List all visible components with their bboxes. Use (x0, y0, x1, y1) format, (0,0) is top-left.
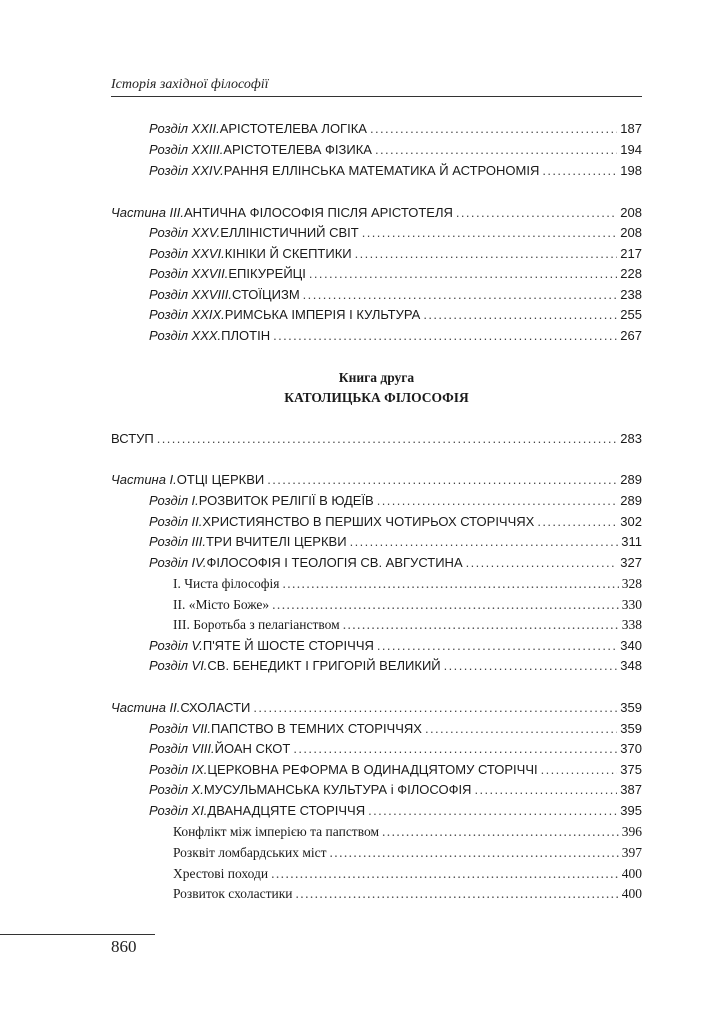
toc-leader-dots (377, 491, 618, 511)
toc-leader-dots (375, 140, 617, 160)
toc-entry-title: III. Боротьба з пелагіанством (173, 617, 340, 632)
toc-leader-dots (303, 285, 618, 305)
toc-entry-title: ФІЛОСОФІЯ І ТЕОЛОГІЯ СВ. АВГУСТИНА (206, 555, 463, 570)
toc-leader-dots (272, 595, 619, 615)
toc-entry-label: Розділ XXII. (149, 121, 220, 136)
footer-rule (0, 934, 155, 935)
toc-entry-page: 400 (621, 886, 642, 901)
toc-entry-title: МУСУЛЬМАНСЬКА КУЛЬТУРА і ФІЛОСОФІЯ (203, 782, 472, 797)
toc-leader-dots (456, 203, 617, 223)
toc-entry-label: Розділ VII. (149, 721, 212, 736)
toc-leader-dots (273, 326, 617, 346)
toc-entry-section-pelagianism[interactable] (173, 615, 642, 635)
toc-entry-chapter-25[interactable] (149, 223, 642, 243)
toc-entry-chapter-29[interactable] (149, 305, 642, 325)
toc-entry-page: 208 (620, 225, 642, 240)
book-title: КАТОЛИЦЬКА ФІЛОСОФІЯ (284, 390, 469, 405)
toc-entry-title: Конфлікт між імперією та папством (173, 824, 380, 839)
toc-entry-label: Розділ XXX. (149, 328, 222, 343)
toc-leader-dots (330, 843, 619, 863)
toc-leader-dots (282, 574, 618, 594)
toc-entry-page: 375 (620, 762, 642, 777)
toc-entry-chapter-27[interactable] (149, 264, 642, 284)
toc-entry-page: 400 (621, 866, 642, 881)
toc-leader-dots (368, 801, 617, 821)
toc-entry-title: СТОЇЦИЗМ (231, 287, 300, 302)
toc-entry-page: 208 (620, 205, 642, 220)
toc-entry-chapter-4[interactable] (149, 553, 642, 573)
toc-entry-page: 340 (620, 638, 642, 653)
toc-entry-page: 327 (620, 555, 642, 570)
toc-entry-chapter-26[interactable] (149, 244, 642, 264)
toc-leader-dots (423, 305, 617, 325)
toc-entry-page: 348 (620, 658, 642, 673)
toc-entry-title: П'ЯТЕ Й ШОСТЕ СТОРІЧЧЯ (202, 638, 374, 653)
toc-entry-page: 395 (620, 803, 642, 818)
toc-entry-chapter-6[interactable] (149, 656, 642, 676)
toc-leader-dots (157, 429, 618, 449)
toc-entry-label: Розділ XXVIII. (149, 287, 232, 302)
toc-entry-label: Розділ II. (149, 514, 203, 529)
toc-entry-title: ПЛОТІН (221, 328, 271, 343)
toc-entry-title: КІНІКИ Й СКЕПТИКИ (224, 246, 352, 261)
toc-leader-dots (425, 719, 617, 739)
toc-entry-label: Розділ XXVII. (149, 266, 229, 281)
toc-entry-title: I. Чиста філософія (173, 576, 280, 591)
toc-entry-title: СВ. БЕНЕДИКТ І ГРИГОРІЙ ВЕЛИКИЙ (207, 658, 441, 673)
toc-entry-section-empire-papacy[interactable] (173, 822, 642, 842)
toc-entry-page: 338 (621, 617, 642, 632)
toc-entry-part-2[interactable] (111, 698, 642, 718)
toc-entry-title: СХОЛАСТИ (180, 700, 251, 715)
toc-entry-label: Розділ I. (149, 493, 199, 508)
toc-leader-dots (293, 739, 617, 759)
toc-entry-page: 283 (620, 431, 642, 446)
toc-entry-title: ОТЦІ ЦЕРКВИ (176, 472, 265, 487)
toc-entry-title: РИМСЬКА ІМПЕРІЯ І КУЛЬТУРА (224, 307, 421, 322)
toc-leader-dots (474, 780, 617, 800)
toc-entry-page: 255 (620, 307, 642, 322)
toc-entry-page: 328 (621, 576, 642, 591)
toc-entry-section-pure-philosophy[interactable] (173, 574, 642, 594)
toc-entry-title: ВСТУП (111, 431, 154, 446)
toc-entry-section-scholasticism[interactable] (173, 884, 642, 904)
toc-entry-page: 330 (621, 597, 642, 612)
toc-entry-chapter-7[interactable] (149, 719, 642, 739)
toc-entry-page: 387 (620, 782, 642, 797)
toc-leader-dots (377, 636, 617, 656)
toc-entry-title: Розквіт ломбардських міст (173, 845, 327, 860)
toc-entry-title: II. «Місто Боже» (173, 597, 270, 612)
toc-entry-page: 238 (620, 287, 642, 302)
toc-entry-page: 194 (620, 142, 642, 157)
toc-entry-page: 187 (620, 121, 642, 136)
toc-leader-dots (343, 615, 619, 635)
toc-entry-page: 228 (620, 266, 642, 281)
toc-leader-dots (271, 864, 619, 884)
toc-entry-label: Частина III. (111, 205, 184, 220)
toc-entry-page: 217 (620, 246, 642, 261)
toc-entry-label: Розділ VI. (149, 658, 208, 673)
toc-leader-dots (541, 760, 618, 780)
toc-leader-dots (370, 119, 617, 139)
toc-leader-dots (542, 161, 617, 181)
toc-entry-chapter-11[interactable] (149, 801, 642, 821)
toc-entry-title: РАННЯ ЕЛЛІНСЬКА МАТЕМАТИКА Й АСТРОНОМІЯ (223, 163, 540, 178)
toc-entry-label: Розділ V. (149, 638, 203, 653)
toc-entry-title: АРІСТОТЕЛЕВА ФІЗИКА (223, 142, 372, 157)
toc-entry-title: РОЗВИТОК РЕЛІГІЇ В ЮДЕЇВ (198, 493, 374, 508)
toc-leader-dots (382, 822, 619, 842)
toc-entry-chapter-28[interactable] (149, 285, 642, 305)
toc-entry-title: ПАПСТВО В ТЕМНИХ СТОРІЧЧЯХ (211, 721, 422, 736)
toc-entry-label: Частина II. (111, 700, 181, 715)
toc-entry-label: Розділ VIII. (149, 741, 215, 756)
toc-entry-title: ТРИ ВЧИТЕЛІ ЦЕРКВИ (205, 534, 347, 549)
toc-entry-page: 267 (620, 328, 642, 343)
toc-entry-chapter-2[interactable] (149, 512, 642, 532)
toc-leader-dots (444, 656, 618, 676)
toc-entry-label: Розділ IX. (149, 762, 208, 777)
toc-entry-title: ЕПІКУРЕЙЦІ (228, 266, 306, 281)
toc-entry-section-crusades[interactable] (173, 864, 642, 884)
toc-entry-title: ХРИСТИЯНСТВО В ПЕРШИХ ЧОТИРЬОХ СТОРІЧЧЯХ (202, 514, 535, 529)
toc-entry-chapter-1[interactable] (149, 491, 642, 511)
toc-entry-title: ЦЕРКОВНА РЕФОРМА В ОДИНАДЦЯТОМУ СТОРІЧЧІ (207, 762, 538, 777)
toc-entry-chapter-23[interactable] (149, 140, 642, 160)
toc-entry-label: Розділ IV. (149, 555, 207, 570)
toc-leader-dots (362, 223, 618, 243)
toc-entry-title: Розвиток схоластики (173, 886, 293, 901)
header-rule (111, 96, 642, 97)
toc-entry-title: АНТИЧНА ФІЛОСОФІЯ ПІСЛЯ АРІСТОТЕЛЯ (184, 205, 453, 220)
toc-entry-label: Розділ XXVI. (149, 246, 225, 261)
toc-entry-page: 302 (620, 514, 642, 529)
toc-entry-page: 370 (620, 741, 642, 756)
toc-entry-label: Розділ X. (149, 782, 204, 797)
toc-entry-label: Розділ XXIV. (149, 163, 224, 178)
toc-leader-dots (350, 532, 619, 552)
toc-entry-title: АРІСТОТЕЛЕВА ЛОГІКА (219, 121, 367, 136)
toc-leader-dots (466, 553, 618, 573)
toc-entry-title: ЙОАН СКОТ (214, 741, 291, 756)
toc-leader-dots (309, 264, 617, 284)
toc-entry-title: Хрестові походи (173, 866, 269, 881)
toc-entry-page: 359 (620, 721, 642, 736)
toc-entry-chapter-3[interactable] (149, 532, 642, 552)
toc-entry-title: ДВАНАДЦЯТЕ СТОРІЧЧЯ (207, 803, 366, 818)
toc-leader-dots (267, 470, 617, 490)
toc-entry-section-lombard-cities[interactable] (173, 843, 642, 863)
book-label: Книга друга (338, 370, 415, 385)
toc-entry-page: 289 (620, 493, 642, 508)
toc-entry-title: ЕЛЛІНІСТИЧНИЙ СВІТ (220, 225, 359, 240)
toc-entry-page: 198 (620, 163, 642, 178)
running-header: Історія західної філософії (111, 77, 269, 92)
toc-entry-chapter-9[interactable] (149, 760, 642, 780)
toc-leader-dots (296, 884, 619, 904)
toc-entry-chapter-22[interactable] (149, 119, 642, 139)
toc-leader-dots (253, 698, 617, 718)
toc-entry-label: Розділ XXIX. (149, 307, 225, 322)
toc-entry-label: Розділ XI. (149, 803, 208, 818)
toc-entry-page: 397 (621, 845, 642, 860)
toc-entry-label: Частина I. (111, 472, 177, 487)
toc-entry-page: 359 (620, 700, 642, 715)
toc-entry-label: Розділ III. (149, 534, 206, 549)
toc-entry-chapter-8[interactable] (149, 739, 642, 759)
page-number: 860 (111, 937, 137, 956)
toc-leader-dots (355, 244, 618, 264)
toc-entry-page: 289 (620, 472, 642, 487)
toc-entry-label: Розділ XXIII. (149, 142, 224, 157)
toc-leader-dots (537, 512, 617, 532)
toc-entry-label: Розділ XXV. (149, 225, 221, 240)
toc-entry-page: 311 (621, 534, 642, 549)
toc-entry-chapter-24[interactable] (149, 161, 642, 181)
toc-entry-page: 396 (621, 824, 642, 839)
toc-entry-chapter-5[interactable] (149, 636, 642, 656)
toc-entry-section-city-of-god[interactable] (173, 595, 642, 615)
toc-entry-chapter-10[interactable] (149, 780, 642, 800)
toc-entry-chapter-30[interactable] (149, 326, 642, 346)
toc-entry-introduction[interactable] (111, 429, 642, 449)
toc-entry-part-1[interactable] (111, 470, 642, 490)
toc-entry-part-3[interactable] (111, 203, 642, 223)
